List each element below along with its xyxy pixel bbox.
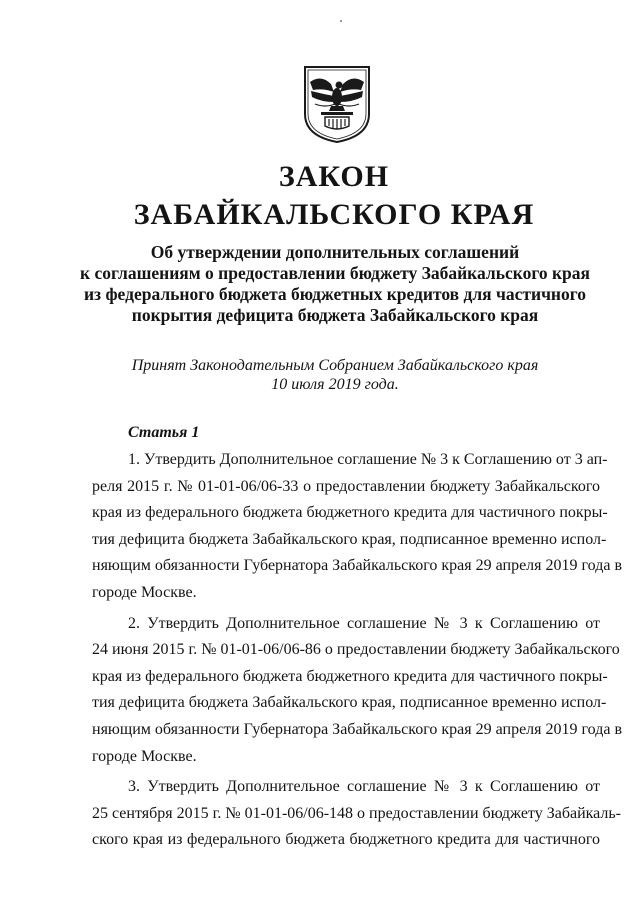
coat-of-arms-icon <box>301 64 373 144</box>
text-line: 25 сентября 2015 г. № 01-01-06/06-148 о предоставлении бюджету Забайкаль- <box>92 804 622 822</box>
text-line: ского края из федерального бюджета бюджетного кредита для частичного <box>92 831 600 849</box>
text-line: 2. Утвердить Дополнительное соглашение № 3 к Соглашению от <box>128 614 600 632</box>
article-body <box>92 447 623 854</box>
text-line: городе Москве. <box>92 747 197 765</box>
text-line: 24 июня 2015 г. № 01-01-06/06-86 о предоставлении бюджету Забайкальского <box>92 641 620 659</box>
subject-line: покрытия дефицита бюджета Забайкальского края <box>131 305 539 325</box>
text-line: тия дефицита бюджета Забайкальского края, подписанное временно испол- <box>92 530 607 548</box>
text-line: реля 2015 г. № 01-01-06/06-33 о предоставлении бюджету Забайкальского <box>92 477 600 495</box>
subject-line: из федерального бюджета бюджетных кредитов для частичного <box>83 284 587 304</box>
text-line: 1. Утвердить Дополнительное соглашение № 3 к Соглашению от 3 ап- <box>128 451 608 468</box>
paragraph-2 <box>92 611 623 771</box>
law-title: ЗАКОН <box>278 160 390 193</box>
paragraph-3 <box>92 774 622 854</box>
paragraph-1 <box>92 447 623 607</box>
adoption-note <box>60 356 610 394</box>
subject-line: к соглашениям о предоставлении бюджету Забайкальского края <box>79 263 590 283</box>
text-line: няющим обязанности Губернатора Забайкальского края 29 апреля 2019 года в <box>92 557 623 575</box>
article-title: Статья 1 <box>128 424 200 441</box>
text-line: края из федерального бюджета бюджетного кредита для частичного покры- <box>92 504 608 522</box>
law-subject <box>60 242 610 326</box>
text-line: городе Москве. <box>92 583 197 601</box>
adoption-line: Принят Законодательным Собранием Забайкальского края <box>131 357 539 374</box>
law-region-title: ЗАБАЙКАЛЬСКОГО КРАЯ <box>133 198 535 231</box>
text-line: тия дефицита бюджета Забайкальского края, подписанное временно испол- <box>92 694 607 712</box>
text-line: края из федерального бюджета бюджетного кредита для частичного покры- <box>92 667 608 685</box>
text-line: няющим обязанности Губернатора Забайкальского края 29 апреля 2019 года в <box>92 720 623 738</box>
text-line: 3. Утвердить Дополнительное соглашение № 3 к Соглашению от <box>128 778 600 796</box>
adoption-date: 10 июля 2019 года. <box>271 376 399 393</box>
subject-line: Об утверждении дополнительных соглашений <box>150 242 520 262</box>
scan-speck <box>340 20 342 22</box>
